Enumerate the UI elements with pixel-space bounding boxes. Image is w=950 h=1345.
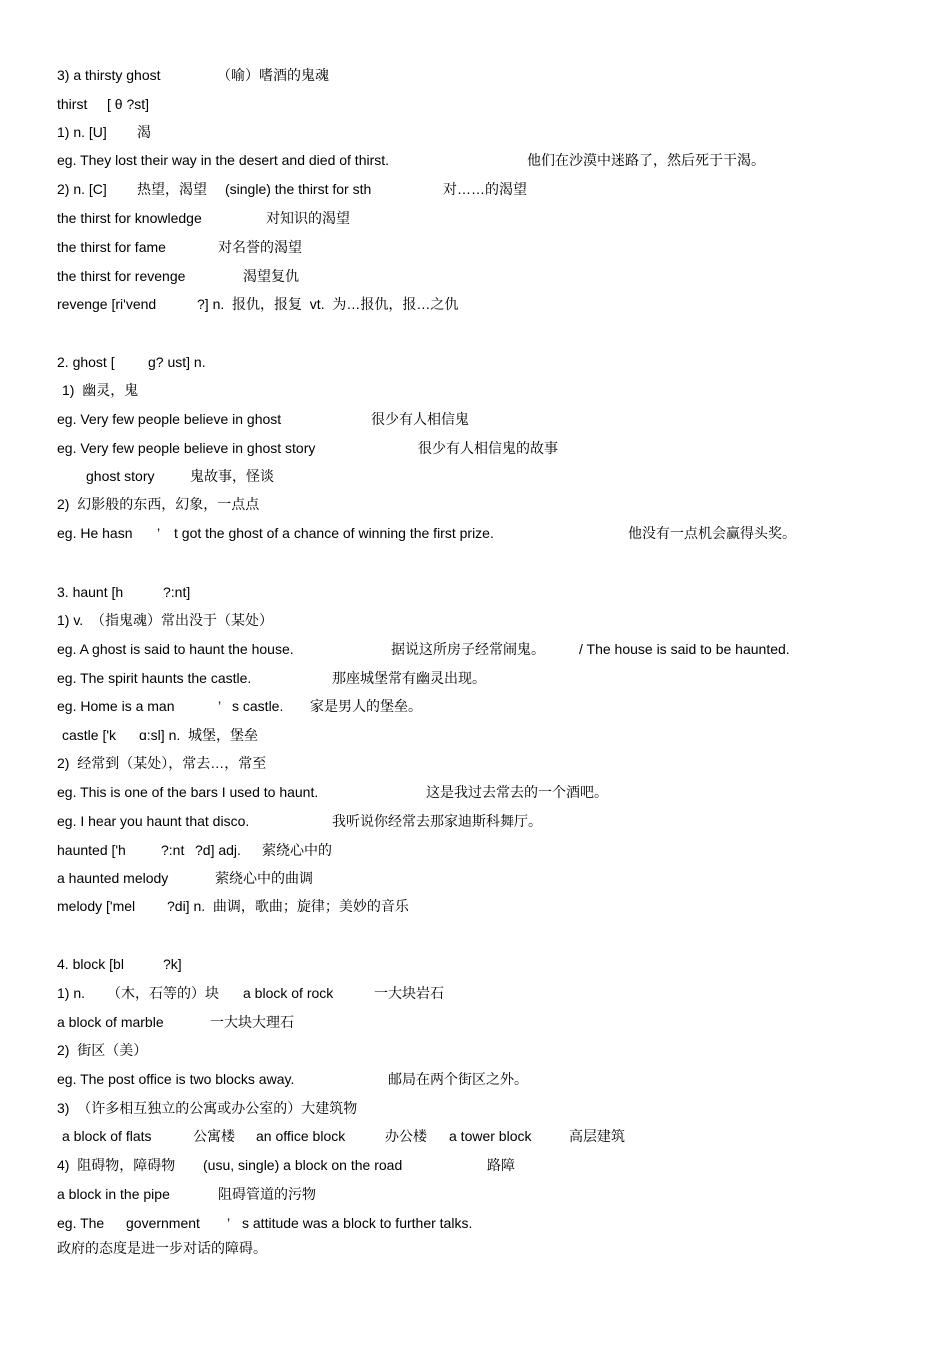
text-line (0, 1097, 950, 1119)
text-line (0, 1011, 950, 1033)
text-segment: 那座城堡常有幽灵出现。 (332, 670, 486, 686)
text-line (0, 638, 950, 660)
text-segment: s castle. (232, 698, 284, 714)
text-line (0, 982, 950, 1004)
text-line (0, 379, 950, 401)
text-segment: g? ust] n. (148, 354, 206, 370)
text-segment: ’ (157, 525, 161, 541)
text-line (0, 1125, 950, 1147)
text-segment: an office block (256, 1128, 346, 1144)
text-segment: 1) n. [U] (57, 124, 107, 140)
text-segment: （木，石等的）块 (107, 985, 219, 1001)
text-segment: eg. This is one of the bars I used to haunt. (57, 784, 319, 800)
text-segment: 1) n. (57, 985, 86, 1001)
text-segment: ɑ:sl] n. 城堡，堡垒 (139, 727, 259, 743)
text-segment: 2) 经常到（某处），常去…，常至 (57, 755, 267, 771)
text-line (0, 121, 950, 143)
text-segment: 家是男人的堡垒。 (310, 698, 422, 714)
text-segment: s attitude was a block to further talks. (242, 1215, 473, 1231)
text-segment: 4. block [bl (57, 956, 124, 972)
text-line (0, 867, 950, 889)
text-segment: eg. A ghost is said to haunt the house. (57, 641, 294, 657)
text-segment: 对……的渴望 (443, 181, 527, 197)
text-line (0, 752, 950, 774)
text-segment: ?] n. 报仇，报复 vt. 为…报仇，报…之仇 (197, 296, 459, 312)
text-segment: 很少有人相信鬼的故事 (418, 440, 558, 456)
text-line (0, 1212, 950, 1234)
text-segment: 阻碍管道的污物 (218, 1186, 316, 1202)
text-segment: (usu, single) a block on the road (203, 1157, 403, 1173)
text-line (0, 839, 950, 861)
text-line (0, 178, 950, 200)
text-segment: a block in the pipe (57, 1186, 170, 1202)
text-segment: eg. Home is a man (57, 698, 175, 714)
text-segment: ?d] adj. (195, 842, 241, 858)
text-segment: a block of rock (243, 985, 334, 1001)
text-segment: 渴望复仇 (243, 268, 299, 284)
text-line (0, 1183, 950, 1205)
text-line (0, 408, 950, 430)
text-segment: thirst (57, 96, 88, 112)
text-segment: 一大块大理石 (210, 1014, 294, 1030)
text-segment: the thirst for revenge (57, 268, 186, 284)
text-segment: revenge [ri'vend (57, 296, 157, 312)
text-segment: 鬼故事，怪谈 (190, 468, 274, 484)
text-segment: 我听说你经常去那家迪斯科舞厅。 (332, 813, 542, 829)
text-segment: ?k] (163, 956, 182, 972)
text-segment: the thirst for knowledge (57, 210, 202, 226)
text-segment: 1) 幽灵，鬼 (62, 382, 139, 398)
text-segment: eg. The (57, 1215, 105, 1231)
text-line (0, 1039, 950, 1061)
text-segment: 路障 (487, 1157, 515, 1173)
text-line (0, 293, 950, 315)
text-segment: 3) （许多相互独立的公寓或办公室的）大建筑物 (57, 1100, 358, 1116)
text-segment: 热望，渴望 (137, 181, 207, 197)
text-segment: 4) 阻碍物，障碍物 (57, 1157, 176, 1173)
text-segment: ghost story (86, 468, 155, 484)
text-segment: 2) 街区（美） (57, 1042, 148, 1058)
text-segment: t got the ghost of a chance of winning the first prize. (174, 525, 494, 541)
text-segment: （喻）嗜酒的鬼魂 (217, 67, 329, 83)
text-line (0, 895, 950, 917)
text-line (0, 265, 950, 287)
text-line (0, 93, 950, 115)
text-segment: eg. Very few people believe in ghost (57, 411, 282, 427)
text-segment: 高层建筑 (569, 1128, 625, 1144)
text-segment: 据说这所房子经常闹鬼。 (391, 641, 545, 657)
text-line (0, 581, 950, 603)
text-line (0, 953, 950, 975)
text-segment: 渴 (137, 124, 151, 140)
text-line (0, 667, 950, 689)
text-segment: 他没有一点机会赢得头奖。 (628, 525, 796, 541)
text-segment: 对名誉的渴望 (218, 239, 302, 255)
text-segment: 很少有人相信鬼 (371, 411, 469, 427)
text-segment: (single) the thirst for sth (225, 181, 372, 197)
text-line (0, 810, 950, 832)
text-line (0, 724, 950, 746)
text-segment: 政府的态度是进一步对话的障碍。 (57, 1240, 267, 1256)
text-segment: eg. He hasn (57, 525, 133, 541)
text-segment: 1) v. （指鬼魂）常出没于（某处） (57, 612, 273, 628)
text-segment: the thirst for fame (57, 239, 166, 255)
text-segment: [ θ ?st] (107, 96, 150, 112)
text-line (0, 1068, 950, 1090)
text-segment: eg. Very few people believe in ghost story (57, 440, 316, 456)
text-segment: / The house is said to be haunted. (579, 641, 790, 657)
text-segment: 对知识的渴望 (266, 210, 350, 226)
text-line (0, 695, 950, 717)
text-line (0, 781, 950, 803)
text-segment: government (126, 1215, 200, 1231)
text-segment: 他们在沙漠中迷路了，然后死于干渴。 (527, 152, 765, 168)
text-segment: ?:nt] (163, 584, 191, 600)
text-segment: 3) a thirsty ghost (57, 67, 161, 83)
text-segment: castle ['k (62, 727, 117, 743)
text-segment: haunted ['h (57, 842, 126, 858)
text-segment: a block of marble (57, 1014, 164, 1030)
text-line (0, 1154, 950, 1176)
text-segment: eg. I hear you haunt that disco. (57, 813, 250, 829)
text-segment: eg. They lost their way in the desert and died of thirst. (57, 152, 390, 168)
text-line (0, 64, 950, 86)
text-line (0, 465, 950, 487)
text-segment: ?di] n. 曲调，歌曲；旋律；美妙的音乐 (167, 898, 409, 914)
text-segment: 2. ghost [ (57, 354, 115, 370)
text-line (0, 522, 950, 544)
text-segment: ’ (227, 1215, 231, 1231)
text-segment: ?:nt (161, 842, 185, 858)
text-segment: a haunted melody (57, 870, 169, 886)
text-line (0, 493, 950, 515)
text-segment: 办公楼 (385, 1128, 427, 1144)
text-segment: melody ['mel (57, 898, 136, 914)
text-segment: 2) n. [C] (57, 181, 107, 197)
text-segment: 一大块岩石 (374, 985, 444, 1001)
text-segment: 萦绕心中的 (262, 842, 332, 858)
text-segment: ’ (218, 698, 222, 714)
text-segment: a tower block (449, 1128, 532, 1144)
text-line (0, 1237, 950, 1259)
text-segment: a block of flats (62, 1128, 152, 1144)
text-segment: 公寓楼 (193, 1128, 235, 1144)
text-line (0, 437, 950, 459)
text-segment: 萦绕心中的曲调 (215, 870, 313, 886)
text-line (0, 207, 950, 229)
text-line (0, 149, 950, 171)
text-line (0, 351, 950, 373)
text-line (0, 609, 950, 631)
text-line (0, 236, 950, 258)
text-segment: 邮局在两个街区之外。 (388, 1071, 528, 1087)
text-segment: eg. The spirit haunts the castle. (57, 670, 252, 686)
text-segment: 3. haunt [h (57, 584, 124, 600)
text-segment: eg. The post office is two blocks away. (57, 1071, 295, 1087)
text-segment: 这是我过去常去的一个酒吧。 (426, 784, 608, 800)
text-segment: 2) 幻影般的东西，幻象，一点点 (57, 496, 260, 512)
